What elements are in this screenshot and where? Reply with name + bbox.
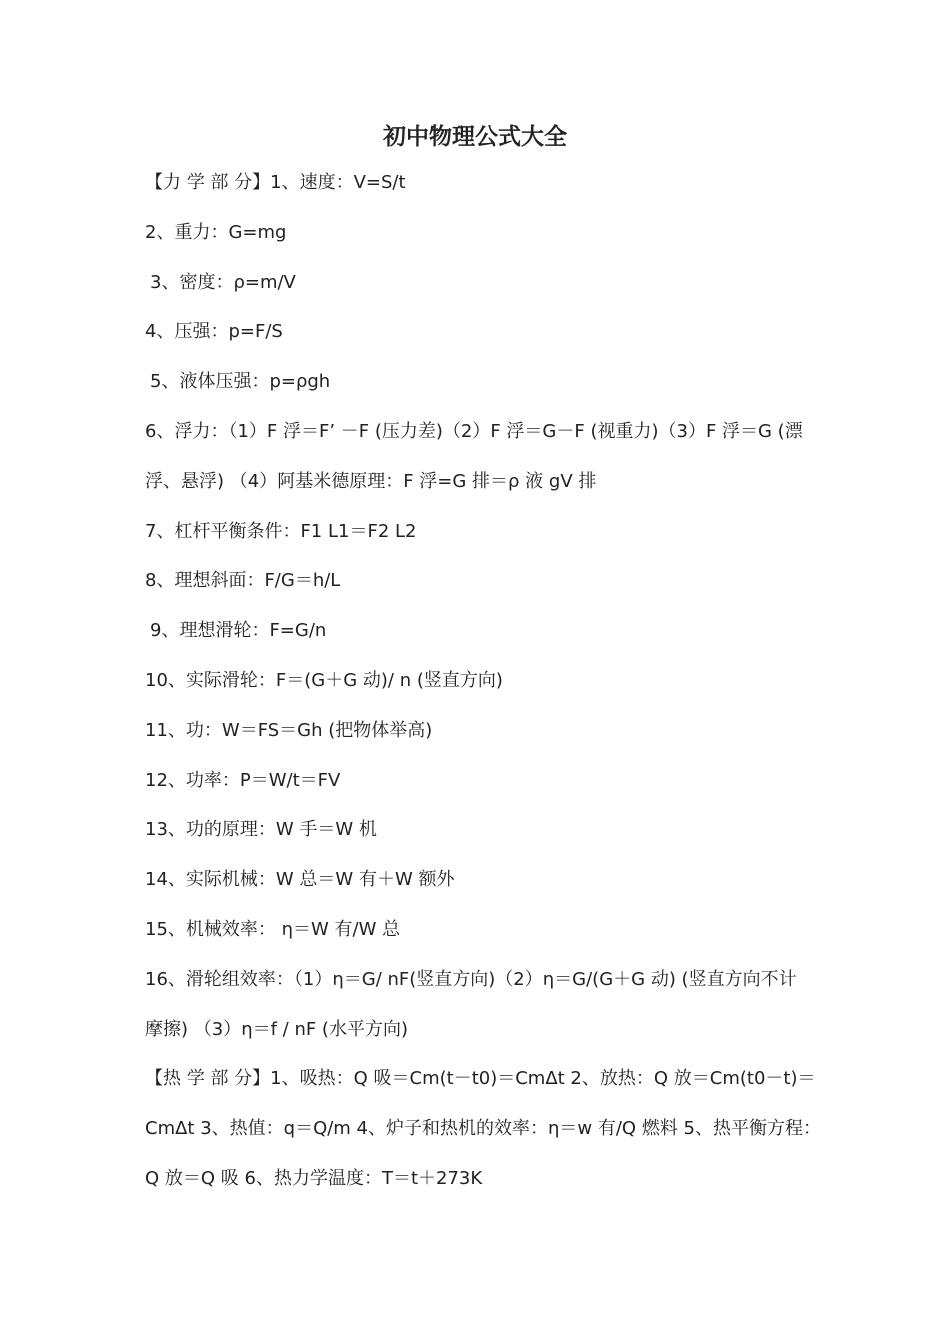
formula-line: 13、功的原理：W 手＝W 机 [145, 819, 377, 841]
formula-line: 11、功：W＝FS＝Gh (把物体举高) [145, 719, 433, 741]
formula-line: 7、杠杆平衡条件：F1 L1＝F2 L2 [145, 520, 417, 542]
formula-line: 3、密度：ρ=m/V [150, 271, 296, 293]
formula-line: 16、滑轮组效率：（1）η＝G/ nF(竖直方向)（2）η＝G/(G＋G 动) (竖直方向不计 [145, 968, 797, 990]
formula-line: CmΔt 3、热值：q＝Q/m 4、炉子和热机的效率：η＝w 有/Q 燃料 5、热平衡方程： [145, 1118, 821, 1140]
formula-line: 5、液体压强：p=ρgh [150, 371, 331, 393]
formula-list [145, 158, 825, 1204]
formula-line: 9、理想滑轮：F=G/n [150, 620, 327, 642]
formula-line: Q 放＝Q 吸 6、热力学温度：T＝t＋273K [145, 1167, 483, 1189]
formula-line: 4、压强：p=F/S [145, 321, 283, 343]
formula-line: 6、浮力：（1）F 浮＝F’ －F (压力差)（2）F 浮＝G－F (视重力)（3）F 浮＝G (漂 [145, 420, 803, 442]
formula-line: 12、功率：P＝W/t＝FV [145, 769, 341, 791]
formula-line-mechanics-header: 【力 学 部 分】1、速度：V=S/t [145, 172, 406, 193]
formula-line: 15、机械效率： η＝W 有/W 总 [145, 918, 401, 940]
formula-line-thermal-header: 【热 学 部 分】1、吸热：Q 吸＝Cm(t－t0)＝CmΔt 2、放热：Q 放＝Cm(t0－t)＝ [145, 1068, 816, 1090]
formula-line: 14、实际机械：W 总＝W 有＋W 额外 [145, 869, 455, 891]
formula-line: 10、实际滑轮：F＝(G＋G 动)/ n (竖直方向) [145, 669, 503, 691]
formula-line: 浮、悬浮) （4）阿基米德原理：F 浮=G 排＝ρ 液 gV 排 [145, 470, 597, 492]
formula-line: 摩擦) （3）η＝f / nF (水平方向) [145, 1018, 408, 1040]
formula-line: 8、理想斜面：F/G＝h/L [145, 570, 341, 592]
formula-line: 2、重力：G=mg [145, 221, 287, 243]
page-title: 初中物理公式大全 [383, 123, 567, 150]
